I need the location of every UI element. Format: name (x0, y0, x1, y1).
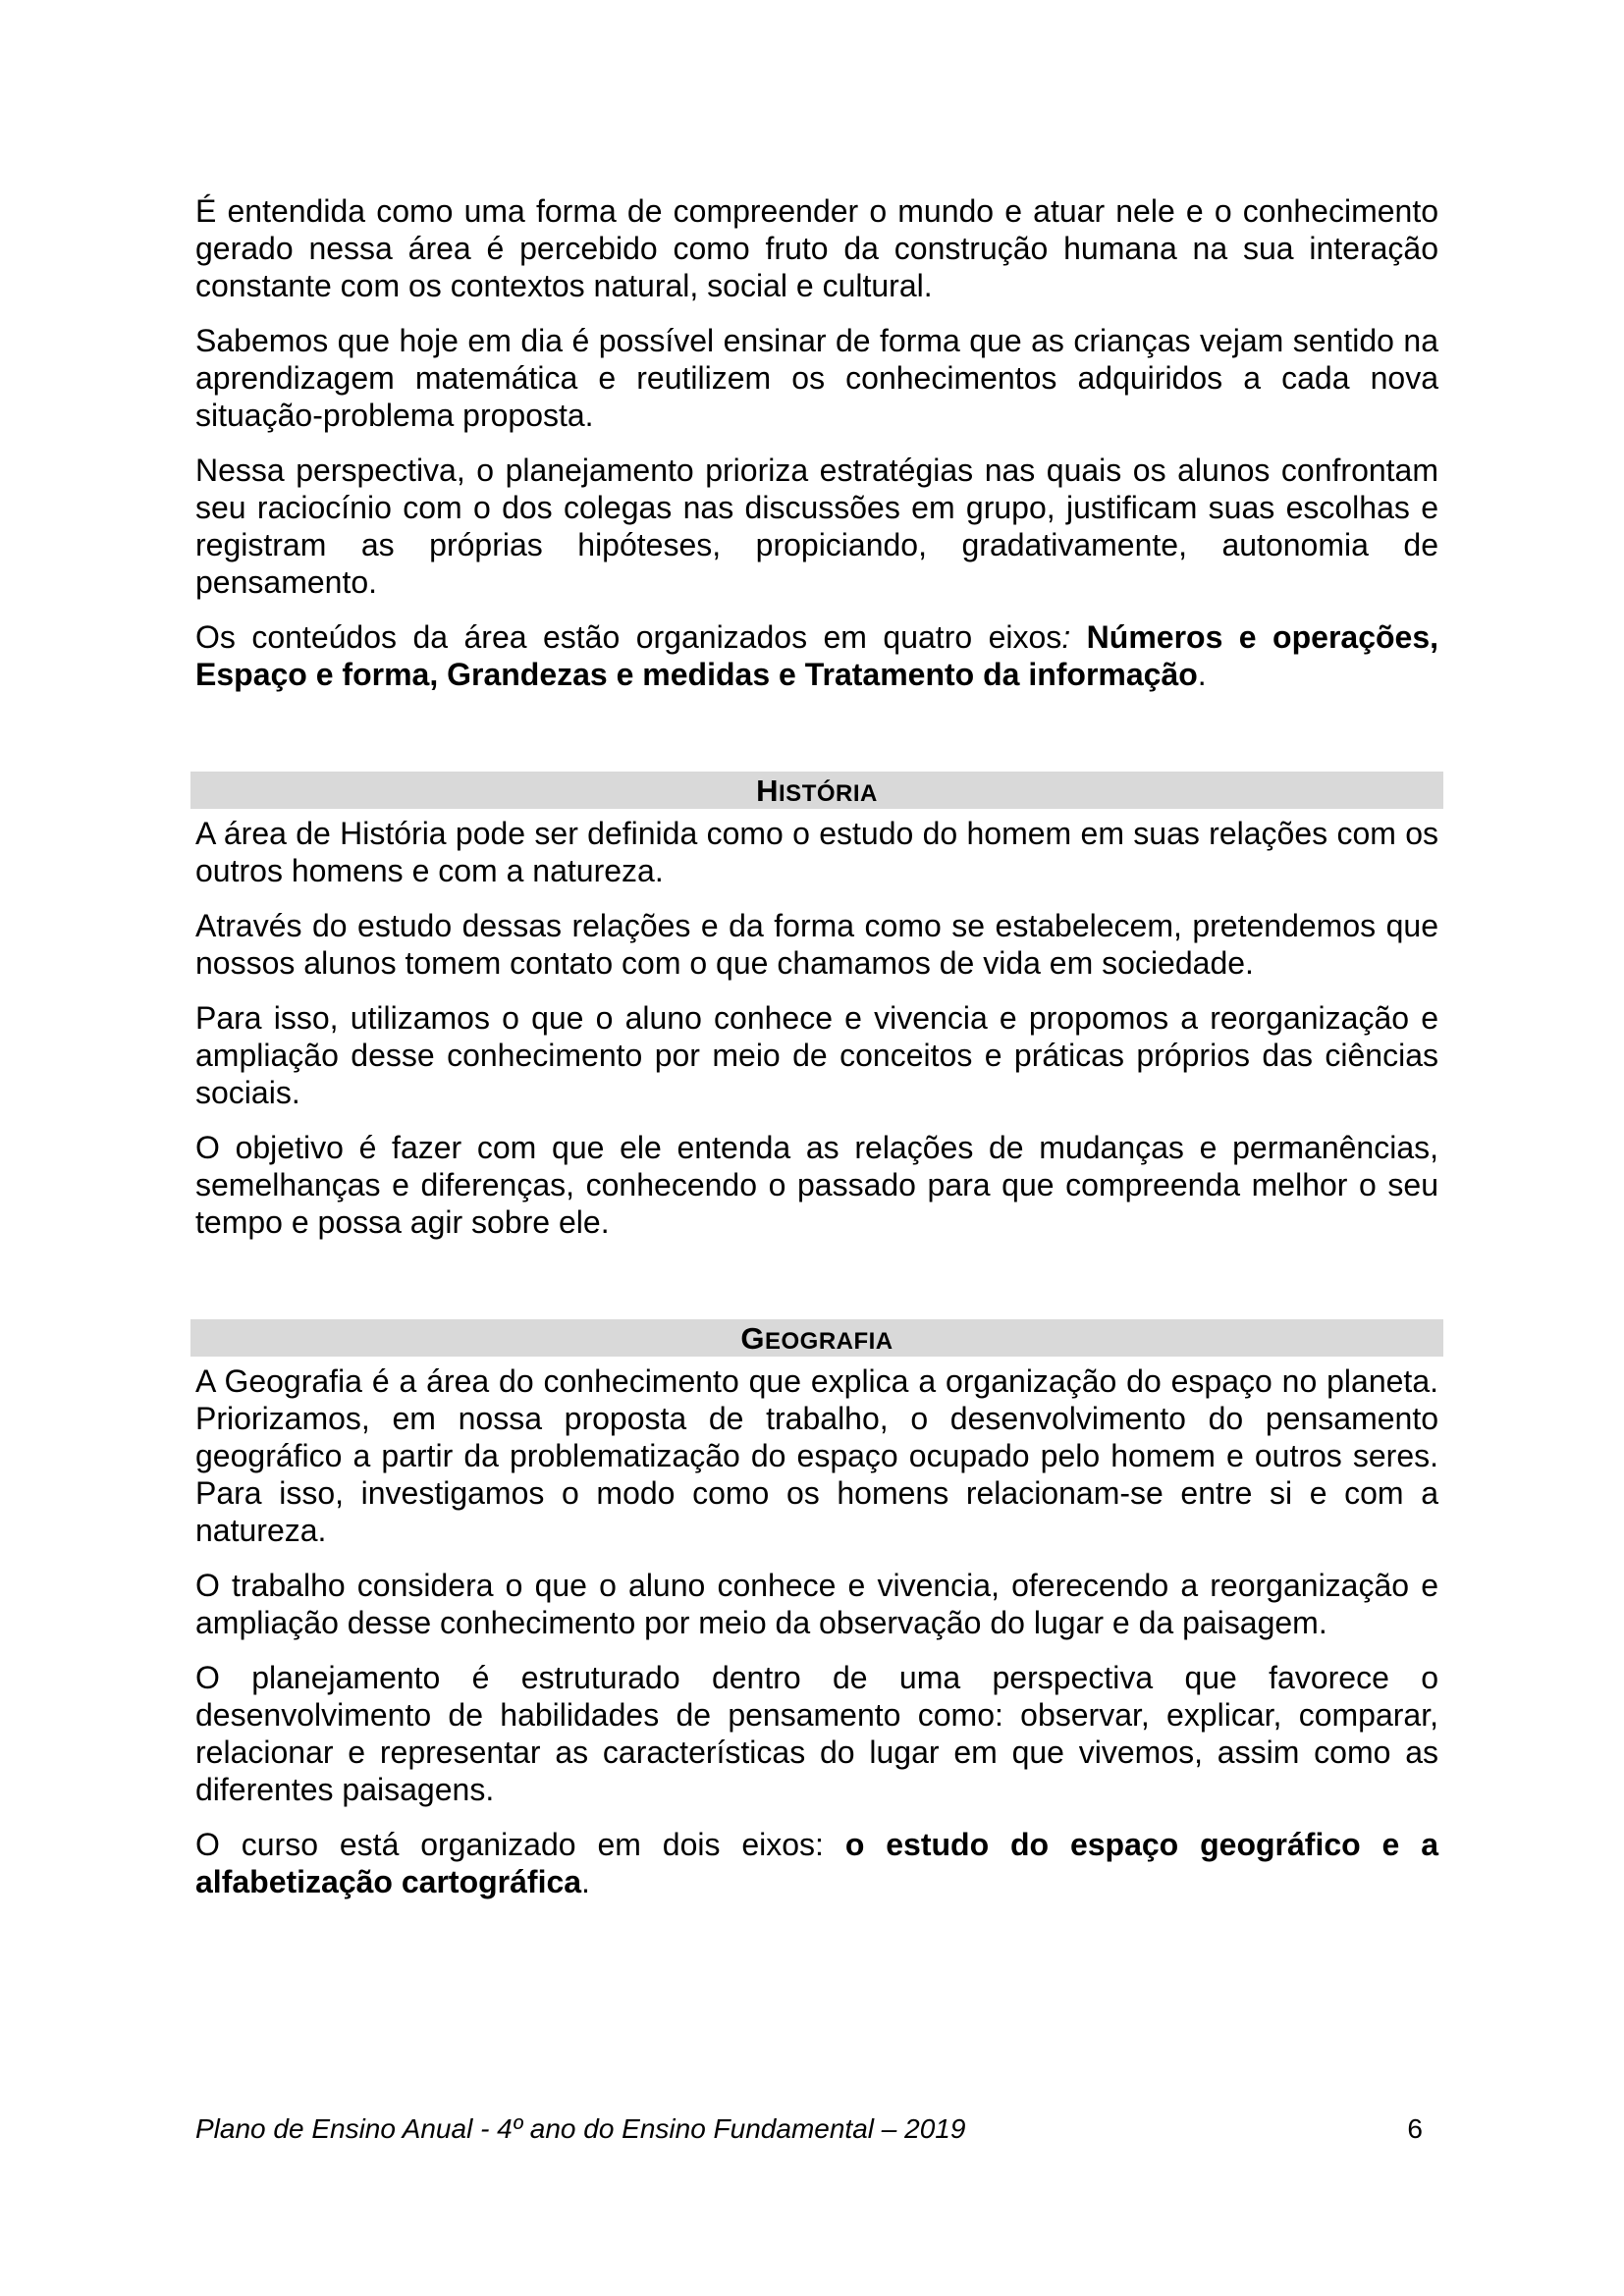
intro-p4-text: Os conteúdos da área estão organizados em quatro eixos (195, 619, 1062, 655)
geografia-p4-text: O curso está organizado em dois eixos: (195, 1827, 845, 1862)
geografia-heading-first: G (740, 1321, 765, 1356)
intro-p4-bold: Números e operações, Espaço e forma, Grandezas e medidas e Tratamento da informação (195, 619, 1439, 692)
section-spacer (195, 1258, 1438, 1319)
geografia-p4-bold: o estudo do espaço geográfico e a alfabetização cartográfica (195, 1827, 1439, 1899)
page-number: 6 (1407, 2113, 1423, 2144)
geografia-heading-rest: EOGRAFIA (764, 1328, 893, 1355)
historia-heading-first: H (756, 774, 780, 808)
historia-heading-rest: ISTÓRIA (779, 780, 878, 807)
intro-paragraph-3: Nessa perspectiva, o planejamento prioriza estratégias nas quais os alunos confrontam seu raciocínio com o dos colegas nas discussões em grupo, justificam suas escolhas e registram as próprias hipóteses, propiciando, gradativamente, autonomia de pensamento. (195, 453, 1438, 600)
document-body (195, 192, 1438, 1918)
intro-paragraph-4 (195, 618, 1438, 693)
geografia-paragraph-3: O planejamento é estruturado dentro de uma perspectiva que favorece o desenvolvimento de habilidades de pensamento como: observar, explicar, comparar, relacionar e representar as características do lugar em que vivemos, assim como as diferentes paisagens. (195, 1660, 1438, 1807)
section-heading-geografia (190, 1319, 1443, 1357)
geografia-paragraph-4 (195, 1826, 1438, 1900)
historia-paragraph-2: Através do estudo dessas relações e da forma como se estabelecem, pretendemos que nossos alunos tomem contato com o que chamamos de vida em sociedade. (195, 908, 1438, 981)
historia-paragraph-1: A área de História pode ser definida como o estudo do homem em suas relações com os outros homens e com a natureza. (195, 816, 1438, 888)
geografia-paragraph-1: A Geografia é a área do conhecimento que explica a organização do espaço no planeta. Priorizamos, em nossa proposta de trabalho, o desenvolvimento do pensamento geográfico a partir da problematização do espaço ocupado pelo homem e outros seres. Para isso, investigamos o modo como os homens relacionam-se entre si e com a natureza. (195, 1363, 1438, 1548)
intro-paragraph-1: É entendida como uma forma de compreender o mundo e atuar nele e o conhecimento gerado nessa área é percebido como fruto da construção humana na sua interação constante com os contextos natural, social e cultural. (195, 193, 1438, 303)
intro-p4-end: . (1197, 657, 1207, 692)
geografia-paragraph-2: O trabalho considera o que o aluno conhece e vivencia, oferecendo a reorganização e ampliação desse conhecimento por meio da observação do lugar e da paisagem. (195, 1568, 1438, 1640)
section-spacer (195, 711, 1438, 772)
intro-p4-colon: : (1061, 619, 1087, 655)
historia-paragraph-4: O objetivo é fazer com que ele entenda as relações de mudanças e permanências, semelhanças e diferenças, conhecendo o passado para que compreenda melhor o seu tempo e possa agir sobre ele. (195, 1130, 1438, 1240)
intro-paragraph-2: Sabemos que hoje em dia é possível ensinar de forma que as crianças vejam sentido na aprendizagem matemática e reutilizem os conhecimentos adquiridos a cada nova situação-problema proposta. (195, 323, 1438, 433)
footer-title: Plano de Ensino Anual - 4º ano do Ensino Fundamental – 2019 (195, 2113, 966, 2144)
geografia-p4-end: . (581, 1864, 590, 1899)
section-heading-historia (190, 772, 1443, 809)
historia-paragraph-3: Para isso, utilizamos o que o aluno conhece e vivencia e propomos a reorganização e ampliação desse conhecimento por meio de conceitos e práticas próprios das ciências sociais. (195, 1000, 1438, 1110)
